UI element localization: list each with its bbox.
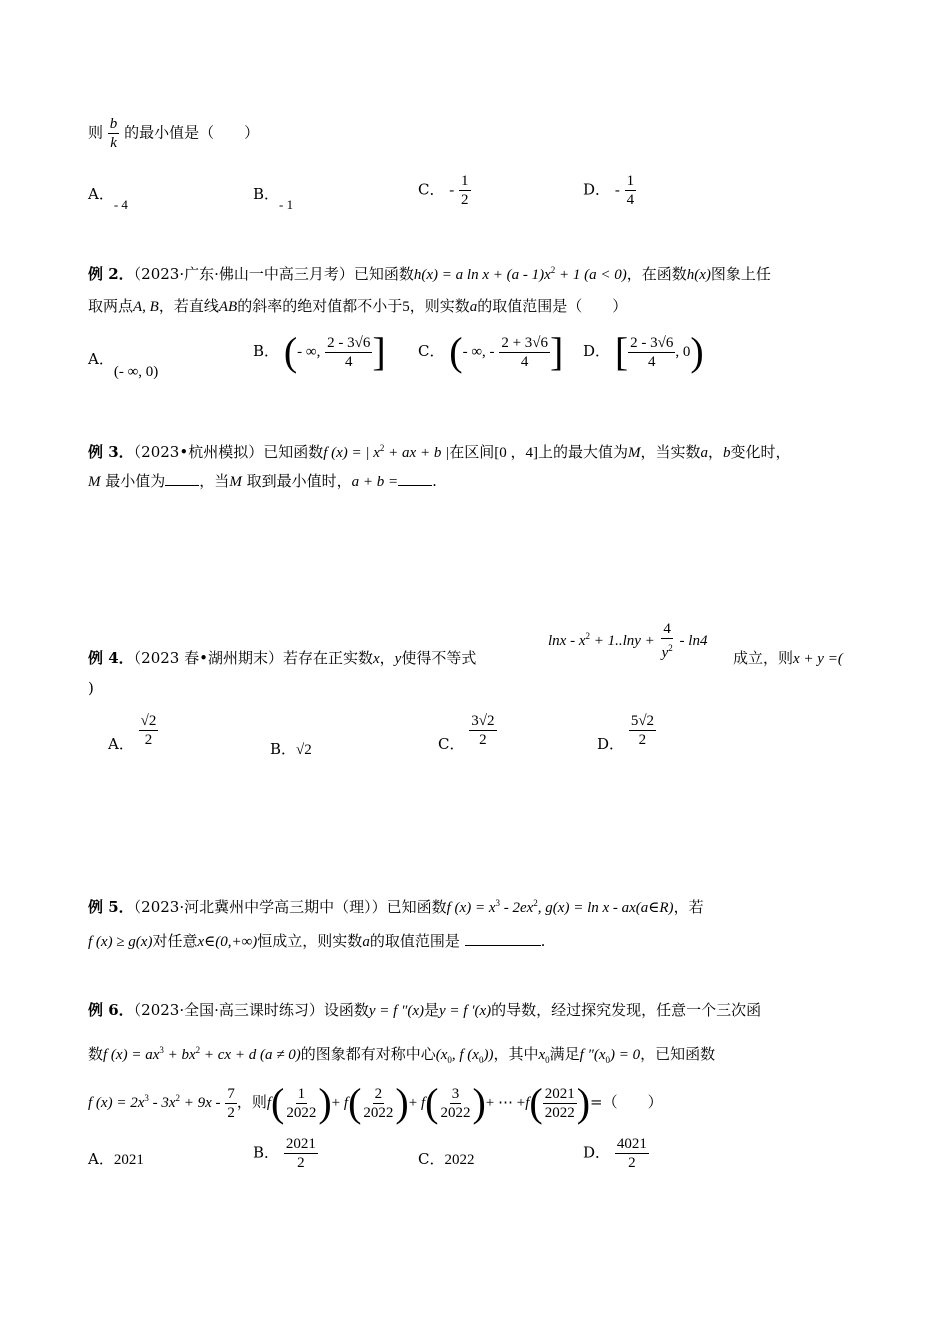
- ex4-option-d: D． $\frac{5√2}{2}$: [597, 713, 655, 753]
- ex2-line2: 取两点A, B，若直线AB的斜率的绝对值都不小于5，则实数a的取值范围是（ ）: [88, 297, 628, 315]
- ex6-option-b: B． $\frac{2021}{2}$: [253, 1136, 316, 1171]
- ex4-option-c: C． $\frac{3√2}{2}$: [438, 713, 495, 753]
- ex4-tail: 成立，则x + y =(: [733, 649, 843, 667]
- ex3-line1: 例 3．（2023•杭州模拟）已知函数f (x) = | $x^2$ + ax + b |在区间[0 ，4]上的最大值为M，当实数a，b变化时，: [88, 443, 791, 461]
- q1-stem: 则 $\frac{b}{k}$ 的最小值是（ ）: [88, 116, 260, 151]
- ex3-line2: M 最小值为 ，当M 取到最小值时，a + b = .: [88, 472, 437, 490]
- ex5-blank[interactable]: [465, 945, 541, 946]
- ex3-blank-1[interactable]: [165, 485, 199, 486]
- ex4-option-a: A． $\frac{√2}{2}$: [108, 713, 157, 753]
- ex5-line2: f (x) ≥ g(x)对任意x∈(0,+∞)恒成立，则实数a的取值范围是 .: [88, 932, 546, 950]
- ex6-option-a: A．2021: [88, 1150, 144, 1168]
- ex4-option-b: B．√2: [270, 740, 312, 758]
- ex2-line1: 例 2．（2023·广东·佛山一中高三月考）已知函数h(x) = a $\ln x + (a - 1)x^2 + 1$ (a < 0)，在函数h(x)图象上任: [88, 265, 771, 283]
- q1-fraction: $\frac{b}{k}$: [109, 116, 118, 151]
- q1-option-a: A．- 4: [88, 185, 128, 212]
- ex6-line3: f $(x) = 2x^3 - 3x^2 + 9x$ - $\frac{7}{2}$ ，则f( $\frac{1}{2022}$ )+ f( $\frac{2}{2022}$ )+ f( $\frac{3}{2022}$ )+ ⋯ +f( $\frac{2021}{2022}$ )=（ ）: [88, 1080, 663, 1125]
- q1-option-d: D． - $\frac{1}{4}$: [583, 173, 635, 208]
- q1-option-b: B．- 1: [253, 185, 294, 212]
- ex2-option-a: A．(- ∞, 0): [88, 350, 159, 380]
- ex6-option-c: C．2022: [418, 1150, 475, 1168]
- ex4-line2: ): [88, 679, 94, 697]
- ex6-line1: 例 6．（2023·全国·高三课时练习）设函数y = f ″(x)是y = f ′(x)的导数，经过探究发现，任意一个三次函: [88, 1001, 762, 1019]
- ex6-option-d: D． $\frac{4021}{2}$: [583, 1136, 647, 1171]
- ex4-line1: 例 4．（2023 春•湖州期末）若存在正实数x，y使得不等式: [88, 649, 477, 667]
- ex4-inequality: $\ln x - x^2 + 1..\ln y$ + $\frac{4}{y^2}$ - ln4: [548, 621, 708, 661]
- ex5-line1: 例 5．（2023·河北冀州中学高三期中（理））已知函数f $(x) = x^3 - 2ex^2$, g(x) = ln x - ax(a∈R)，若: [88, 898, 704, 916]
- ex2-option-c: C． (- ∞, - $\frac{2 + 3√6}{4}$ ]: [418, 329, 564, 374]
- ex2-option-d: D． [ $\frac{2 - 3√6}{4}$ , 0): [583, 329, 704, 374]
- ex6-line2: 数f $(x) = ax^3 + bx^2$ + cx + d (a ≠ 0)的图象都有对称中心($x_0$, f $(x_0)$)，其中$x_0$满足f $''(x_0) = 0$，已知函数: [88, 1045, 716, 1065]
- q1-option-c: C． - $\frac{1}{2}$: [418, 173, 469, 208]
- ex3-blank-2[interactable]: [398, 485, 432, 486]
- ex2-option-b: B． (- ∞, $\frac{2 - 3√6}{4}$ ]: [253, 329, 386, 374]
